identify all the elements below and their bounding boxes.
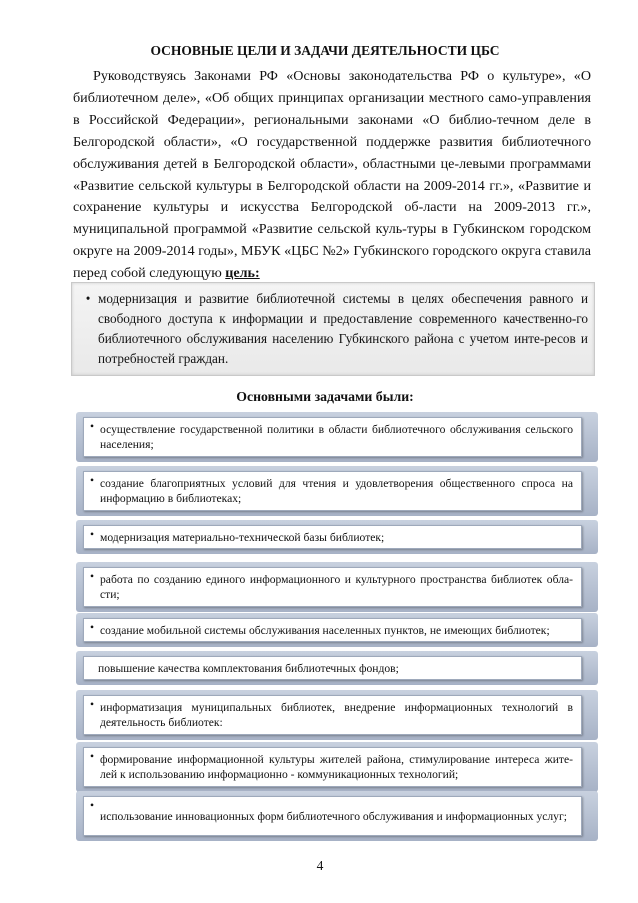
- task-text: создание мобильной системы обслуживания населенных пунктов, не имеющих библиотек;: [100, 623, 550, 637]
- task-item: [76, 466, 598, 516]
- task-card: [83, 567, 582, 607]
- task-card: [83, 417, 582, 457]
- task-card: [83, 747, 582, 787]
- task-item: [76, 791, 598, 841]
- bullet-icon: •: [89, 528, 95, 541]
- tasks-heading: Основными задачами были:: [236, 389, 414, 404]
- bullet-icon: •: [89, 799, 95, 812]
- task-item: [76, 742, 598, 792]
- goal-word: цель:: [225, 265, 260, 282]
- bullet-icon: •: [89, 420, 95, 433]
- task-item: [76, 562, 598, 612]
- task-item: [76, 520, 598, 554]
- bullet-icon: •: [89, 474, 95, 487]
- task-card: [83, 525, 582, 549]
- bullet-icon: •: [89, 750, 95, 763]
- task-item: [76, 613, 598, 647]
- goal-box: [71, 282, 595, 376]
- page-title: ОСНОВНЫЕ ЦЕЛИ И ЗАДАЧИ ДЕЯТЕЛЬНОСТИ ЦБС: [150, 43, 500, 58]
- intro-paragraph: [73, 66, 591, 285]
- page-number: 4: [316, 858, 324, 873]
- task-text: осуществление государственной политики в области библиотечного обслуживания сельского населения;: [100, 423, 573, 451]
- goal-item: [78, 289, 588, 369]
- task-card: [83, 471, 582, 511]
- task-card: [83, 695, 582, 735]
- intro-text: Руководствуясь Законами РФ «Основы законодательства РФ о культуре», «О библиотечном деле», «Об общих принципах организации местного само-управления в Российской Федерации», региональными законами «О библио-течном деле в Белгородской области», «О государственной поддержке развития библиотечного обслуживания детей в Белгородской области», областными це-левыми программами «Развитие сельской культуры в Белгородской области на 2009-2014 гг.», «Развитие и сохранение культуры и искусства Белгородской об-ласти на 2009-2013 гг.», муниципальной программой «Развитие сельской куль-туры в Губкинском городском округе на 2009-2014 годы», МБУК «ЦБС №2» Губкинского городского округа ставила перед собой следующую: [73, 68, 591, 282]
- task-text: создание благоприятных условий для чтения и удовлетворения общественного спроса на информацию в библиотеках;: [100, 477, 573, 505]
- bullet-icon: •: [89, 698, 95, 711]
- task-card: [83, 656, 582, 680]
- task-text: модернизация материально-технической базы библиотек;: [100, 530, 385, 544]
- task-text: работа по созданию единого информационного и культурного пространства библиотек обла-сти;: [100, 573, 573, 601]
- task-item: [76, 651, 598, 685]
- task-text: повышение качества комплектования библиотечных фондов;: [98, 661, 399, 675]
- task-text: информатизация муниципальных библиотек, внедрение информационных технологий в деятельность библиотек:: [100, 701, 573, 729]
- task-text: использование инновационных форм библиотечного обслуживания и информационных услуг;: [100, 809, 567, 823]
- bullet-icon: •: [89, 621, 95, 634]
- goal-text: модернизация и развитие библиотечной системы в целях обеспечения равного и свободного доступа к информации и предоставление современного качественно-го библиотечного обслуживания населению Губкинского района с учетом инте-ресов и потребностей граждан.: [98, 291, 588, 366]
- task-item: [76, 412, 598, 462]
- task-item: [76, 690, 598, 740]
- bullet-icon: •: [85, 291, 91, 306]
- task-card: [83, 796, 582, 836]
- task-text: формирование информационной культуры жителей района, стимулирование интереса жите-лей к использованию информационно - коммуникационных технологий;: [100, 753, 573, 781]
- task-card: [83, 618, 582, 642]
- bullet-icon: •: [89, 570, 95, 583]
